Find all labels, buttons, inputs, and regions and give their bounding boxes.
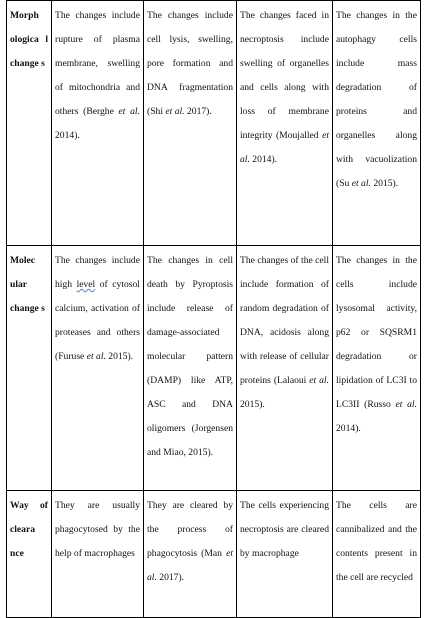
- flagged-word: level: [76, 279, 96, 290]
- table-row: [7, 491, 421, 618]
- row-header: Morph ologica l change s: [7, 1, 52, 246]
- table-cell: [52, 246, 144, 491]
- cell-text: The cells experiencing necroptosis are cleared by macrophage: [240, 500, 329, 559]
- table-cell: [237, 491, 333, 618]
- comparison-table: [6, 0, 421, 618]
- cell-text: 2014).: [336, 423, 361, 434]
- cell-text: The changes of the cell include formation of random degradation of DNA, acidosis along with release of cellular proteins (Lalaoui: [240, 255, 329, 386]
- table-cell: [144, 491, 237, 618]
- cell-text: 2017).: [184, 106, 212, 117]
- row-header: Molec ular change s: [7, 246, 52, 491]
- cell-text: They are cleared by the process of phagocytosis (Man: [147, 500, 233, 559]
- cell-text: The changes in the autophagy cells include mass degradation of proteins and organelles along with vacuolization (Su: [336, 10, 417, 189]
- citation-etal: et al.: [147, 548, 233, 583]
- table-cell: [52, 491, 144, 618]
- citation-etal: et al.: [395, 399, 418, 410]
- table-cell: [237, 246, 333, 491]
- table-cell: [333, 246, 421, 491]
- cell-text: 2017).: [156, 572, 185, 583]
- table-cell: [144, 246, 237, 491]
- cell-text: The changes faced in necroptosis include swelling of organelles and cells along with loss of membrane integrity (Moujalled: [240, 10, 329, 141]
- citation-etal: et al.: [240, 130, 329, 165]
- cell-text: The changes in the cells include lysosomal activity, p62 or SQSRM1 degradation or lipidation of LC3I to LC3II (Russo: [336, 255, 417, 410]
- cell-text: 2015).: [105, 351, 134, 362]
- cell-text: The changes include high: [55, 255, 140, 290]
- table-cell: [237, 1, 333, 246]
- citation-etal: et al.: [165, 106, 185, 117]
- citation-etal: et al.: [118, 106, 140, 117]
- cell-text: The changes include rupture of plasma membrane, swelling of mitochondria and others (Berghe: [55, 10, 140, 117]
- cell-text: 2015).: [370, 178, 399, 189]
- cell-text: The changes include cell lysis, swelling, pore formation and DNA fragmentation (Shi: [147, 10, 233, 117]
- citation-etal: et al.: [309, 375, 330, 386]
- table-row: [7, 1, 421, 246]
- cell-text: 2015).: [240, 399, 265, 410]
- table-row: [7, 246, 421, 491]
- cell-text: The cells are cannibalized and the contents present in the cell are recycled: [336, 500, 417, 583]
- table-cell: [333, 1, 421, 246]
- table-cell: [333, 491, 421, 618]
- citation-etal: et al.: [351, 178, 371, 189]
- cell-text: of cytosol calcium, activation of proteases and others (Furuse: [55, 279, 140, 362]
- table-cell: [144, 1, 237, 246]
- row-header: Way of cleara nce: [7, 491, 52, 618]
- cell-text: 2014).: [249, 154, 278, 165]
- citation-etal: et al.: [86, 351, 106, 362]
- table-cell: [52, 1, 144, 246]
- cell-text: They are usually phagocytosed by the help of macrophages: [55, 500, 140, 559]
- cell-text: 2014).: [55, 130, 80, 141]
- cell-text: The changes in cell death by Pyroptosis include release of damage-associated molecular pattern (DAMP) like ATP, ASC and DNA oligomers (Jorgensen and Miao, 2015).: [147, 255, 233, 458]
